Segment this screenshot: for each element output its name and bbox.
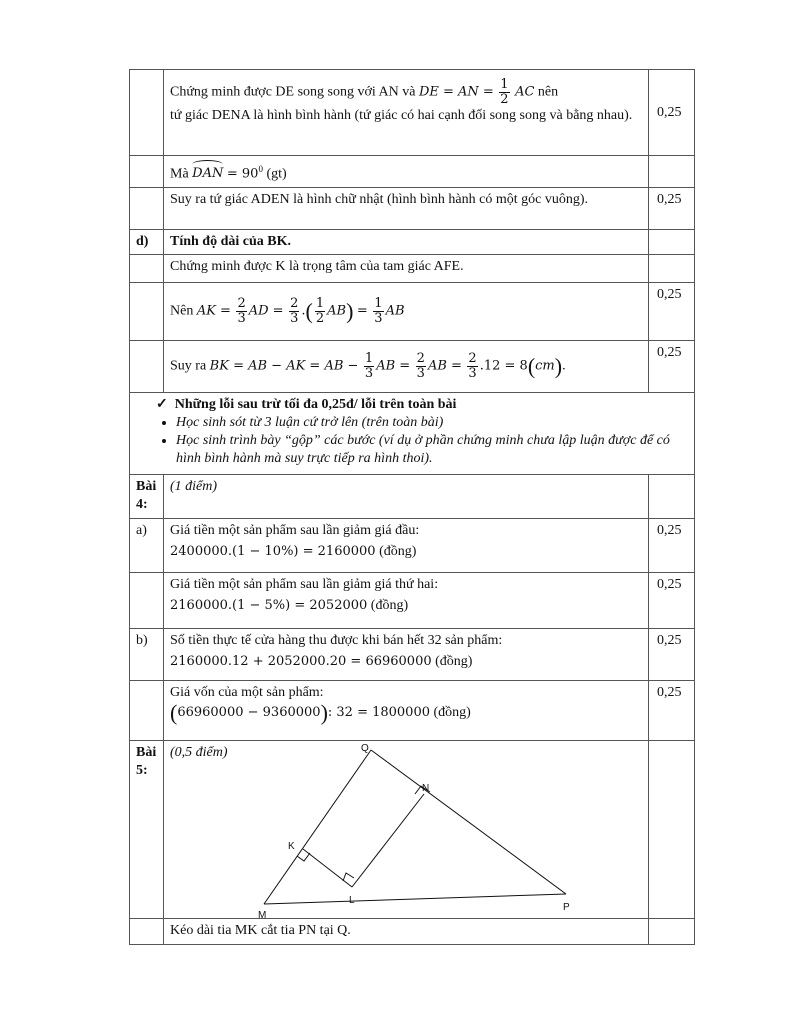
notes-title: ✓ Những lỗi sau trừ tối đa 0,25đ/ lỗi trên toàn bài: [156, 397, 457, 412]
math: 2400000.(1 − 10%) = 2160000: [170, 544, 376, 559]
fraction: $\frac{2}{3}$: [416, 351, 425, 381]
paren: ): [554, 353, 563, 379]
row-angle: [130, 156, 695, 188]
check-icon: ✓: [156, 397, 168, 412]
row-b2: [130, 681, 695, 741]
segment-kl: [303, 849, 352, 887]
text: Số tiền thực tế cửa hàng thu được khi bán hết 32 sản phẩm:: [170, 633, 503, 648]
fraction: $\frac{2}{3}$: [237, 296, 246, 326]
cell-label: [130, 70, 164, 156]
row-a1: [130, 519, 695, 573]
text: nên: [537, 84, 559, 100]
score: 0,25: [649, 681, 695, 741]
geometry-figure: [164, 743, 614, 921]
score: 0,25: [649, 341, 695, 393]
math: .: [562, 358, 566, 374]
unit: cm: [535, 358, 555, 374]
fraction: $\frac{1}{2}$: [315, 296, 325, 326]
row-aden: [130, 188, 695, 230]
label-l: L: [349, 895, 355, 906]
paren: ): [320, 700, 328, 725]
paren: (: [170, 700, 178, 725]
score: 0,25: [649, 519, 695, 573]
segment-ln: [352, 794, 424, 887]
label-m: M: [258, 910, 267, 921]
row-bk: [130, 341, 695, 393]
text: tứ giác DENA là hình bình hành (tứ giác có hai cạnh đối song song và bằng nhau).: [170, 108, 633, 123]
problem-points: (0,5 điểm): [170, 745, 228, 760]
row-notes: [130, 393, 695, 475]
fraction: $\frac{2}{3}$: [290, 296, 299, 326]
problem-label: Bài 4:: [130, 475, 164, 519]
math: BK = AB − AK = AB −: [209, 358, 359, 374]
math: AB =: [376, 358, 411, 374]
list-item: • Học sinh sót từ 3 luận cứ trở lên (trên toàn bài): [176, 414, 688, 432]
degree: 0: [258, 163, 263, 174]
score: 0,25: [649, 629, 695, 681]
text: Mà: [170, 166, 189, 182]
math: AB: [327, 303, 347, 319]
right-angle-l: [343, 873, 354, 881]
score: 0,25: [649, 188, 695, 230]
label-n: N: [422, 783, 430, 794]
row-a2: [130, 573, 695, 629]
row-d: [130, 230, 695, 255]
part-label: a): [130, 519, 164, 573]
unit: (đồng): [433, 705, 471, 721]
math: 66960000 − 9360000: [177, 705, 321, 721]
row-de-an: [130, 70, 695, 156]
paren: ): [346, 298, 354, 324]
cell-content: [164, 70, 649, 156]
math: .: [301, 303, 306, 319]
score: 0,25: [649, 573, 695, 629]
row-ak: [130, 283, 695, 341]
row-last: [130, 919, 695, 945]
segment-mp: [264, 894, 566, 904]
fraction: $\frac{2}{3}$: [468, 351, 477, 381]
text: Giá tiền một sản phẩm sau lần giảm giá thứ hai:: [170, 577, 439, 592]
part-label: b): [130, 629, 164, 681]
math: AC: [515, 84, 535, 100]
unit: (đồng): [379, 544, 417, 559]
fraction: $\frac{1}{3}$: [364, 351, 374, 381]
row-bai5: [130, 741, 695, 919]
math: AB: [385, 303, 405, 319]
math: = 90: [226, 166, 259, 182]
math: .12 = 8: [479, 358, 528, 374]
problem-points: (1 điểm): [164, 475, 649, 519]
text: Suy ra tứ giác ADEN là hình chữ nhật (hình bình hành có một góc vuông).: [164, 188, 649, 230]
part-title: Tính độ dài của BK.: [164, 230, 649, 255]
label-p: P: [563, 902, 570, 913]
math: DE = AN =: [418, 84, 494, 100]
math: 2160000.(1 − 5%) = 2052000: [170, 598, 368, 613]
list-item: • Học sinh trình bày “gộp” các bước (ví dụ ở phần chứng minh chưa lập luận được để có hình bình hành mà suy trực tiếp ra hình thoi).: [176, 432, 688, 468]
math: AD =: [248, 303, 284, 319]
text: Chứng minh được DE song song với AN và: [170, 84, 416, 100]
label-k: K: [288, 841, 295, 852]
unit: (đồng): [435, 654, 473, 669]
segment-mq: [264, 750, 371, 904]
row-bai4: [130, 475, 695, 519]
segment-qp: [371, 750, 566, 894]
row-centroid: [130, 255, 695, 283]
math: : 32 = 1800000: [327, 705, 430, 721]
text: Giá tiền một sản phẩm sau lần giảm giá đầu:: [170, 523, 420, 538]
math: AB =: [427, 358, 462, 374]
text: Chứng minh được K là trọng tâm của tam giác AFE.: [164, 255, 649, 283]
score: 0,25: [649, 70, 695, 156]
text: Nên: [170, 303, 194, 319]
paren: (: [527, 353, 536, 379]
paren: (: [305, 298, 313, 324]
row-b1: [130, 629, 695, 681]
text: (gt): [266, 166, 287, 182]
notes-list: [156, 414, 688, 468]
text: Suy ra: [170, 358, 207, 374]
label-q: Q: [361, 743, 369, 754]
text: Kéo dài tia MK cắt tia PN tại Q.: [164, 919, 649, 945]
text: Giá vốn của một sản phẩm:: [170, 685, 324, 700]
unit: (đồng): [370, 598, 409, 613]
part-label: d): [130, 230, 164, 255]
problem-label: Bài 5:: [130, 741, 164, 919]
math: 2160000.12 + 2052000.20 = 66960000: [170, 654, 432, 669]
answer-table: [129, 69, 695, 945]
score: 0,25: [649, 283, 695, 341]
math: =: [356, 303, 368, 319]
angle: DAN: [192, 166, 224, 182]
math: AK =: [196, 303, 231, 319]
fraction: $\frac{1}{2}$: [500, 77, 509, 107]
fraction: $\frac{1}{3}$: [374, 296, 383, 326]
